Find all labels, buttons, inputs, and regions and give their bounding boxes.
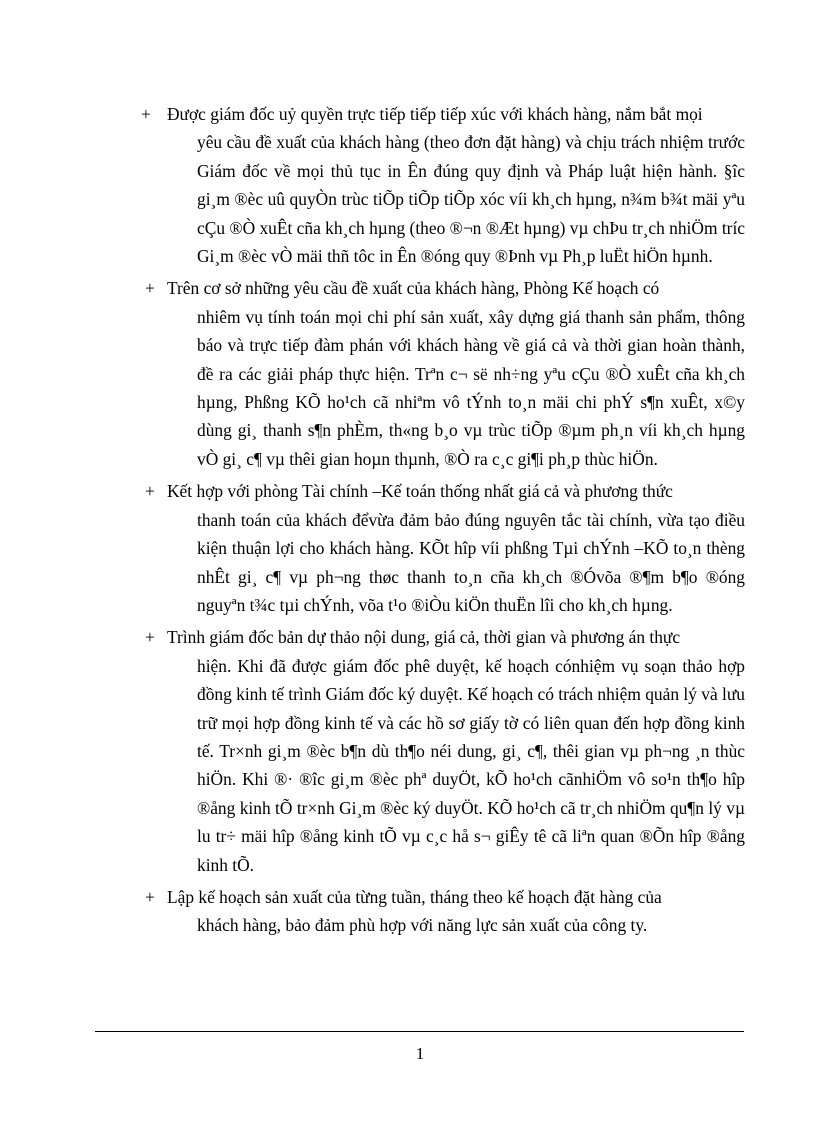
list-item (145, 477, 745, 619)
footer-divider (95, 1031, 744, 1032)
document-body (141, 100, 745, 944)
list-item (141, 100, 745, 270)
item-first-line: Trình giám đốc bản dự thảo nội dung, giá cả, thời gian và phương án thực (167, 627, 681, 648)
bullet-plus: + (141, 104, 151, 124)
item-text: khách hàng, bảo đảm phù hợp với năng lực sản xuất của công ty. (197, 915, 648, 936)
item-first-line: Kết hợp với phòng Tài chính –Kế toán thống nhất giá cả và phương thức (167, 481, 673, 502)
bullet-plus: + (145, 481, 155, 502)
item-text: thanh toán của khách đểvừa đảm bảo đúng nguyên tắc tài chính, vừa tạo điều kiện thuận lợi cho khách hàng. KÕt hîp víi phßng Tµi chÝnh –KÕ to¸n thèng nhÊt gi¸ c¶ vµ ph¬ng thøc thanh to¸n cña kh¸ch ®Óvõa ®¶m b¶o ®óng nguyªn t¾c tµi chÝnh, võa t¹o ®iÒu kiÖn thuËn lîi cho kh¸ch hµng. (197, 509, 745, 615)
item-text: yêu cầu đề xuất của khách hàng (theo đơn đặt hàng) và chịu trách nhiệm trước Giám đốc về mọi thủ tục in Ên đúng quy định và Pháp luật hiện hành. §îc gi¸m ®èc uû quyÒn trùc tiÕp tiÕp tiÕp xóc víi kh¸ch hµng, n¾m b¾t mäi yªu cÇu ®Ò xuÊt cña kh¸ch hµng (theo ®¬n ®Æt hµng) vµ chÞu tr¸ch nhiÖm tríc Gi¸m ®èc vÒ mäi thñ tôc in Ên ®óng quy ®Þnh vµ Ph¸p luËt hiÖn hµnh. (197, 132, 745, 267)
page-number: 1 (415, 1044, 425, 1063)
list-item (145, 274, 745, 473)
item-first-line: Lập kế hoạch sản xuất của từng tuần, tháng theo kế hoạch đặt hàng của (167, 886, 662, 907)
item-first-line: Được giám đốc uỷ quyền trực tiếp tiếp tiếp xúc với khách hàng, nắm bắt mọi (167, 104, 703, 124)
bullet-plus: + (145, 627, 155, 648)
item-text: hiện. Khi đã được giám đốc phê duyệt, kế hoạch cónhiệm vụ soạn thảo hợp đồng kinh tế trình Giám đốc ký duyệt. Kế hoạch có trách nhiệm quản lý và lưu trữ mọi hợp đồng kinh tế và các hồ sơ giấy tờ có liên quan đến hợp đồng kinh tế. Tr×nh gi¸m ®èc b¶n dù th¶o néi dung, gi¸ c¶, thêi gian vµ ph¬ng ¸n thùc hiÖn. Khi ®· ®îc gi¸m ®èc phª duyÖt, kÕ ho¹ch cãnhiÖm vô so¹n th¶o hîp ®ång kinh tÕ tr×nh Gi¸m ®èc ký duyÖt. KÕ ho¹ch cã tr¸ch nhiÖm qu¶n lý vµ lu tr÷ mäi hîp ®ång kinh tÕ vµ c¸c hå s¬ giÊy tê cã liªn quan ®Õn hîp ®ång kinh tÕ. (197, 655, 745, 875)
list-item (145, 883, 745, 940)
item-text: nhiêm vụ tính toán mọi chi phí sản xuất, xây dựng giá thanh sản phẩm, thông báo và trực tiếp đàm phán với khách hàng về giá cả và thời gian hoàn thành, đề ra các giải pháp thực hiện. Trªn c¬ së nh÷ng yªu cÇu ®Ò xuÊt cña kh¸ch hµng, Phßng KÕ ho¹ch cã nhiªm vô tÝnh to¸n mäi chi phÝ s¶n xuÊt, x©y dùng gi¸ thanh s¶n phÈm, th«ng b¸o vµ trùc tiÕp ®µm ph¸n víi kh¸ch hµng vÒ gi¸ c¶ vµ thêi gian hoµn thµnh, ®Ò ra c¸c gi¶i ph¸p thùc hiÖn. (197, 306, 745, 469)
item-first-line: Trên cơ sở những yêu cầu đề xuất của khách hàng, Phòng Kế hoạch có (167, 278, 660, 299)
bullet-plus: + (145, 886, 155, 907)
bullet-plus: + (145, 278, 155, 299)
list-item (145, 623, 745, 879)
